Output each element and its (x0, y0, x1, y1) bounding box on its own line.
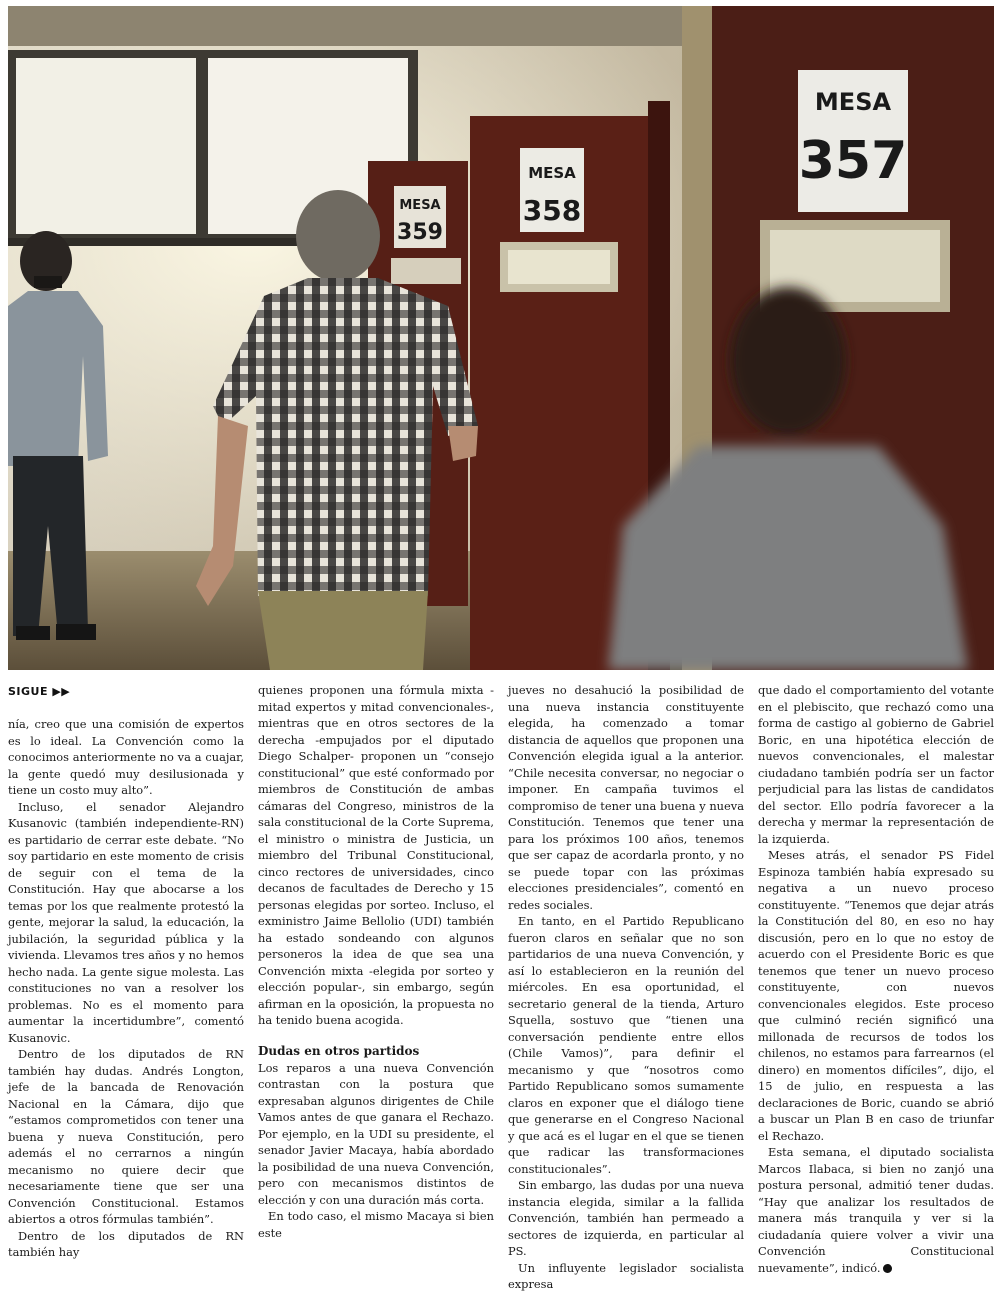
article-column-1 (8, 716, 244, 1261)
paragraph: que dado el comportamiento del votante en el plebiscito, que rechazó como una forma de castigo al gobierno de Gabriel Boric, en una hipotética elección de nuevos convencionales, el malestar ciudadano también podría ser un factor perjudicial para las listas de candidatos del sector. Ello podría favorecer a la derecha y mermar la representación de la izquierda. (758, 683, 994, 846)
mesa-357-number: 357 (798, 131, 908, 191)
news-photo (8, 6, 994, 670)
paragraph-text: Esta semana, el diputado socialista Marcos Ilabaca, si bien no zanjó una postura personal, admitió tener dudas. “Hay que analizar los resultados de manera más tranquila y ver si la ciudadanía quiere volver a vivir una Convención Constitucional nuevamente”, indicó. (758, 1145, 994, 1275)
paragraph: Sin embargo, las dudas por una nueva instancia elegida, similar a la fallida Convención, también han permeado a sectores de izquierda, en particular al PS. (508, 1178, 744, 1258)
mesa-358-number: 358 (522, 194, 582, 227)
end-of-article-dot (883, 1264, 892, 1273)
continued-marker: SIGUE ▶▶ (8, 685, 71, 698)
article-column-2 (258, 682, 494, 1241)
paragraph: jueves no desahució la posibilidad de una nueva instancia constituyente elegida, ha comenzado a tomar distancia de aquellos que proponen una Convención elegida igual a la anterior. “Chile necesita conversar, no negociar o imponer. En campaña tuvimos el compromiso de tener una buena y nueva Constitución. Tenemos que tener una para los próximos 100 años, tenemos que ser capaz de acordarla pronto, y no se puede topar con las próximas elecciones presidenciales”, comentó en redes sociales. (508, 683, 744, 912)
mesa-359-number: 359 (397, 220, 443, 245)
paragraph: Un influyente legislador socialista expresa (508, 1260, 744, 1291)
paragraph: Incluso, el senador Alejandro Kusanovic (también independiente-RN) es partidario de cerrar este debate. “No soy partidario en este momento de crisis de seguir con el tema de la Constitución. Hay que abocarse a los temas por los que realmente protestó la gente, mejorar la salud, la educación, la jubilación, la seguridad pública y la vivienda. Llevamos tres años y no hemos hecho nada. La gente sigue molesta. Las constituciones no van a resolver los problemas. No es el momento para aumentar la incertidumbre”, comentó Kusanovic. (8, 799, 244, 1045)
paragraph: Dentro de los diputados de RN también hay (8, 1228, 244, 1259)
article-column-4 (758, 682, 994, 1276)
mesa-357-label: MESA (814, 88, 892, 116)
paragraph: En tanto, en el Partido Republicano fueron claros en señalar que no son partidarios de una nueva Convención, y así lo establecieron en la reunión del miércoles. En esa oportunidad, el secretario general de la tienda, Arturo Squella, sostuvo que “tienen una conversación pendiente entre ellos (Chile Vamos)”, para definir el mecanismo y que “nosotros como Partido Republicano somos sumamente claros en exponer que el diálogo tiene que generarse en el Congreso Nacional y que acá es el lugar en el que se tienen que radicar las transformaciones constitucionales”. (508, 914, 744, 1176)
paragraph: En todo caso, el mismo Macaya si bien este (258, 1209, 494, 1240)
paragraph: Dentro de los diputados de RN también hay dudas. Andrés Longton, jefe de la bancada de Renovación Nacional en la Cámara, dijo que “estamos comprometidos con tener una buena y nueva Constitución, pero además el no cerrarnos a ningún mecanismo no quiere decir que necesariamente tiene que ser una Convención Constitucional. Estamos abiertos a otros fórmulas también”. (8, 1047, 244, 1226)
mesa-359-label: MESA (399, 198, 441, 213)
paragraph: quienes proponen una fórmula mixta -mitad expertos y mitad convencionales-, mientras que en otros sectores de la derecha -empujados por el diputado Diego Schalper- proponen un “consejo constitucional” que esté conformado por miembros de Constitución de ambas cámaras del Congreso, ministros de la sala constitucional de la Corte Suprema, el ministro o ministra de Justicia, un miembro del Tribunal Constitucional, cinco rectores de universidades, cinco decanos de facultades de Derecho y 15 personas elegidas por sorteo. Incluso, el exministro Jaime Bellolio (UDI) también ha estado sondeando con algunos personeros la idea de que sea una Convención mixta -elegida por sorteo y elección popular-, sin embargo, según afirman en la oposición, la propuesta no ha tenido buena acogida. (258, 683, 494, 1027)
paragraph: Meses atrás, el senador PS Fidel Espinoza también había expresado su negativa a un nuevo proceso constituyente. “Tenemos que dejar atrás la Constitución del 80, en eso no hay discusión, pero en lo que no estoy de acuerdo con el Presidente Boric es que tenemos que tener un nuevo proceso constituyente, con nuevos convencionales elegidos. Este proceso que culminó recién significó una millonada de recursos de todos los chilenos, no estamos para farrearnos (el dinero) en momentos difíciles”, dijo, el 15 de julio, en respuesta a las declaraciones de Boric, cuando se abrió a buscar un Plan B en caso de triunfar el Rechazo. (758, 848, 994, 1143)
mesa-358-label: MESA (528, 164, 576, 182)
polling-booths-illustration (8, 6, 994, 670)
section-subheading: Dudas en otros partidos (258, 1043, 420, 1058)
article-column-3 (508, 682, 744, 1293)
paragraph: Los reparos a una nueva Convención contrastan con la postura que expresaban algunos dirigentes de Chile Vamos antes de que ganara el Rechazo. Por ejemplo, en la UDI su presidente, el senador Javier Macaya, había abordado la posibilidad de una nueva Convención, pero con mecanismos distintos de elección y con una duración más corta. (258, 1060, 494, 1207)
paragraph: nía, creo que una comisión de expertos es lo ideal. La Convención como la conocimos anteriormente no va a cuajar, la gente quedó muy desilusionada y tiene un costo muy alto”. (8, 717, 244, 797)
